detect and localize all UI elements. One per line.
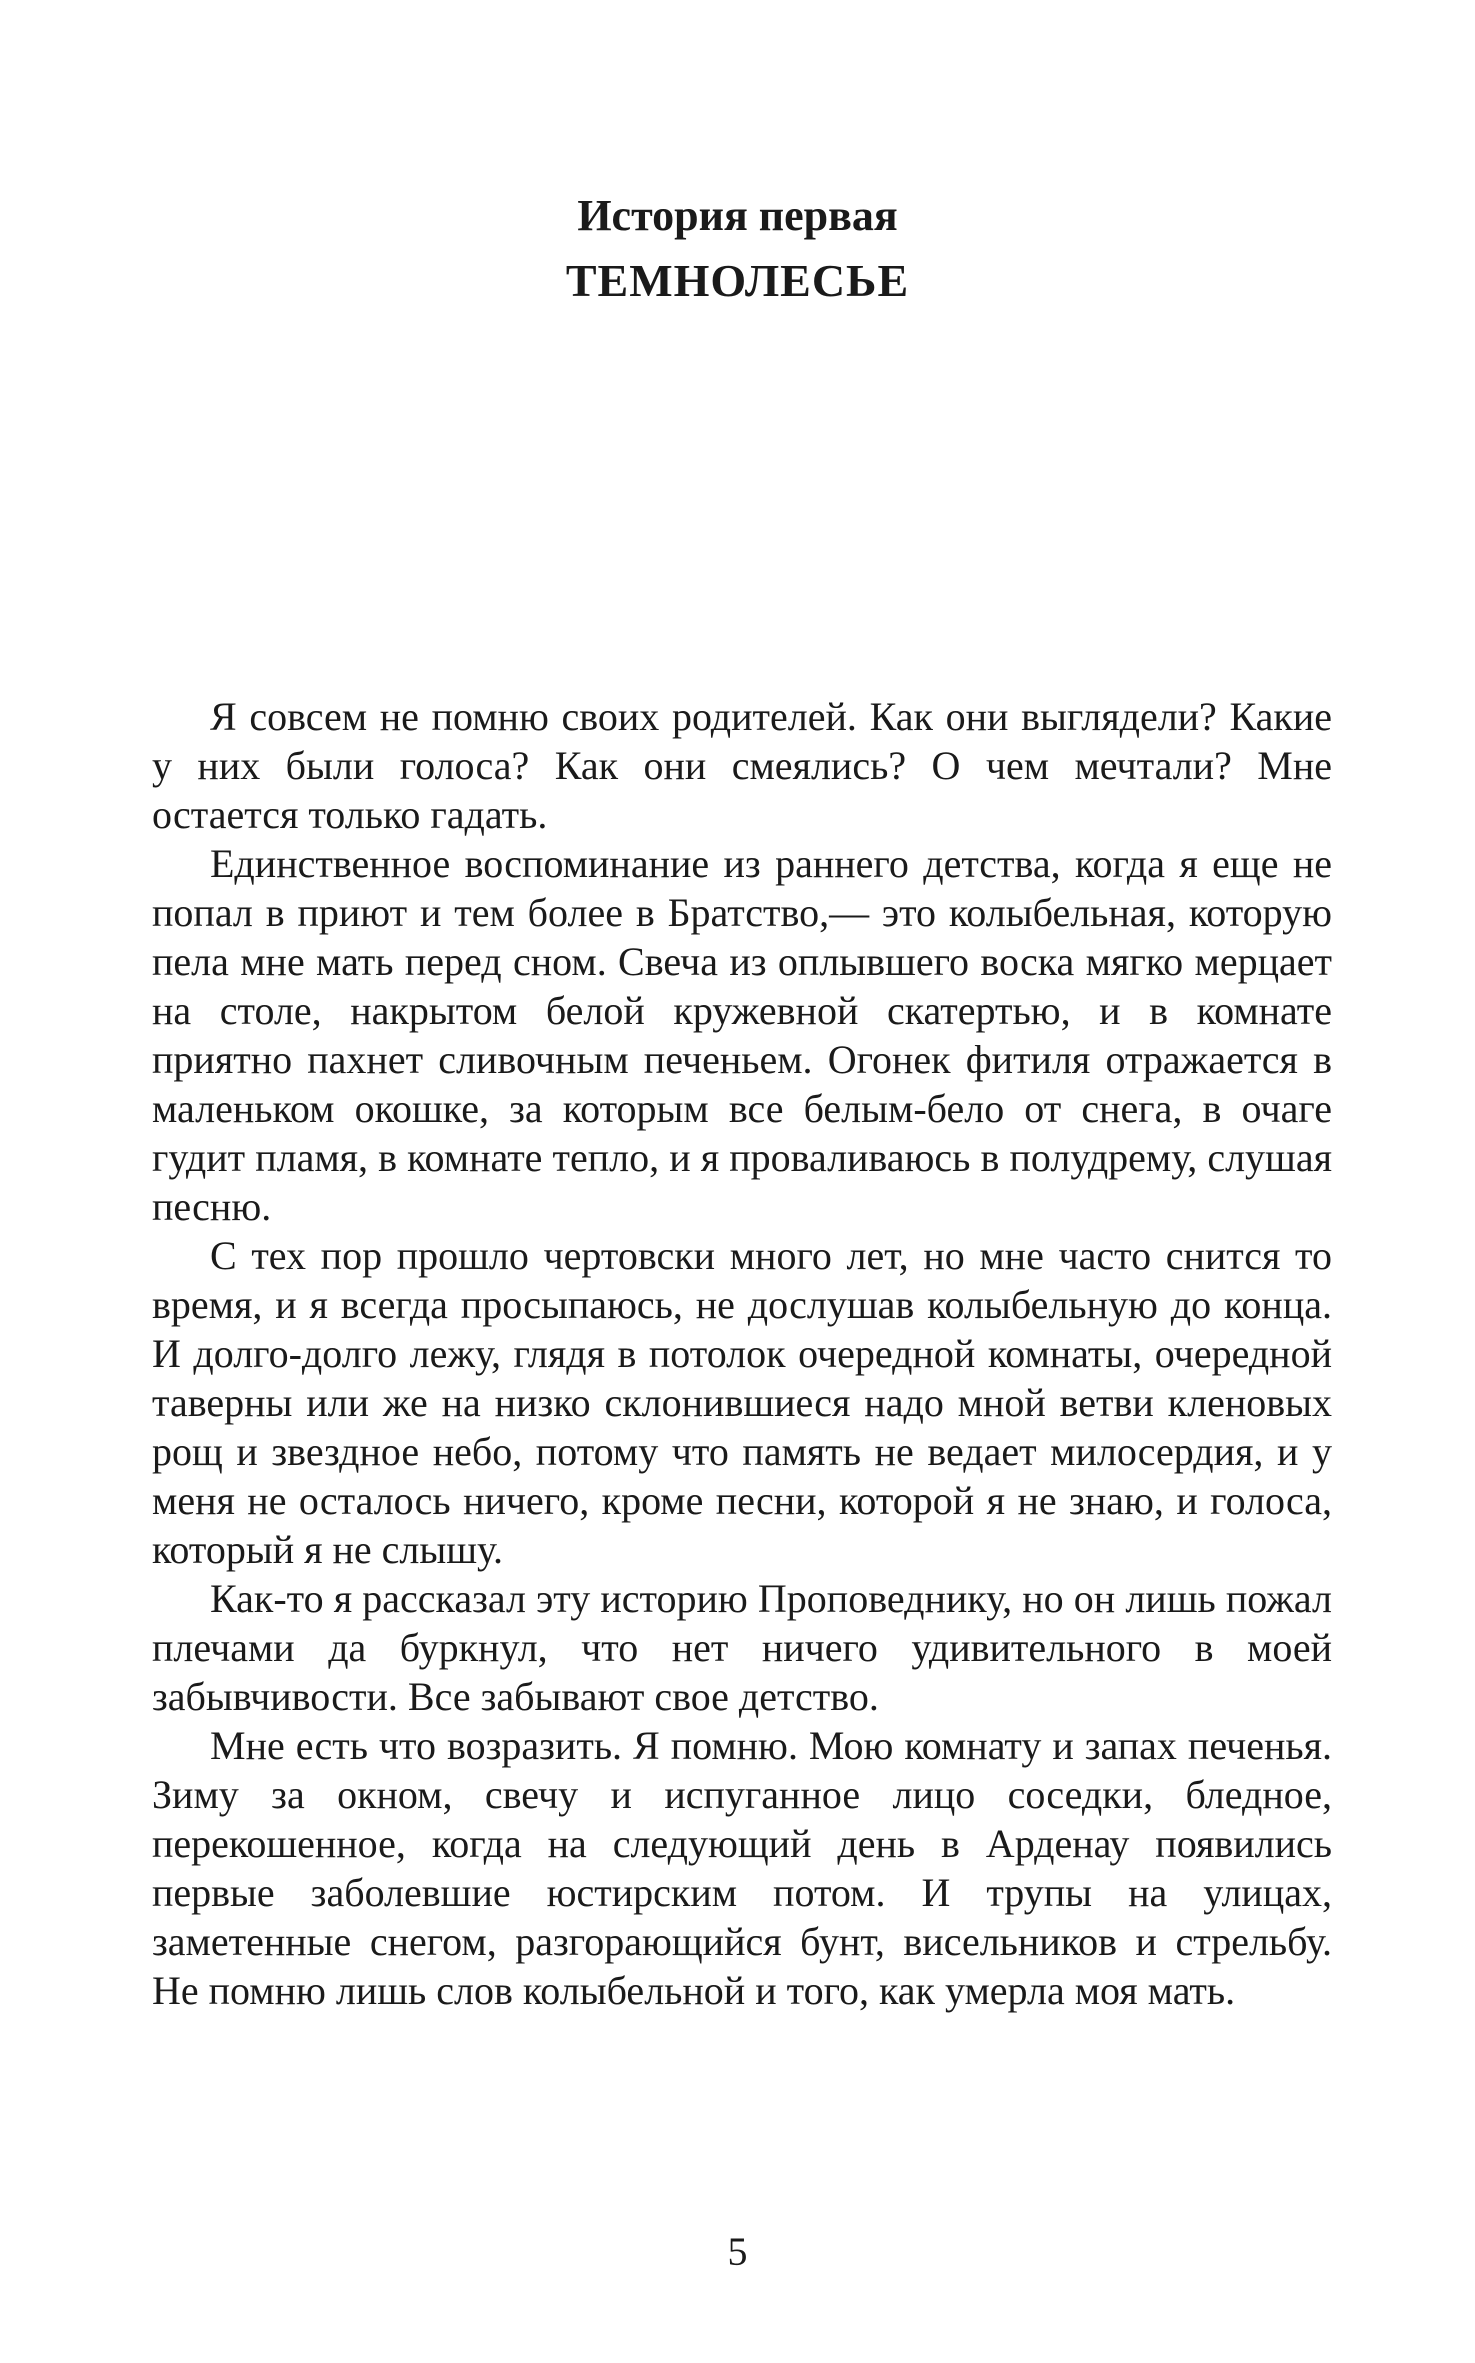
chapter-body [152, 692, 1332, 2015]
paragraph: С тех пор прошло чертовски много лет, но мне часто снится то время, и я всегда просыпаюсь, не дослушав колыбельную до конца. И долго-долго лежу, глядя в потолок очередной комнаты, очередной таверны или же на низко склонившиеся надо мной ветви кленовых рощ и звездное небо, потому что память не ведает милосердия, и у меня не осталось ничего, кроме песни, которой я не знаю, и голоса, который я не слышу. [152, 1233, 1332, 1572]
paragraph: Как-то я рассказал эту историю Проповеднику, но он лишь пожал плечами да буркнул, что нет ничего удивительного в моей забывчивости. Все забывают свое детство. [152, 1576, 1332, 1719]
paragraph: Мне есть что возразить. Я помню. Мою комнату и запах печенья. Зиму за окном, свечу и испуганное лицо соседки, бледное, перекошенное, когда на следующий день в Арденау появились первые заболевшие юстирским потом. И трупы на улицах, заметенные снегом, разгорающийся бунт, висельников и стрельбу. Не помню лишь слов колыбельной и того, как умерла моя мать. [152, 1723, 1332, 2013]
chapter-kicker: История первая [577, 191, 898, 240]
page-number: 5 [727, 2229, 748, 2274]
paragraph: Я совсем не помню своих родителей. Как они выглядели? Какие у них были голоса? Как они смеялись? О чем мечтали? Мне остается только гадать. [152, 694, 1332, 837]
paragraph: Единственное воспоминание из раннего детства, когда я еще не попал в приют и тем более в Братство,— это колыбельная, которую пела мне мать перед сном. Свеча из оплывшего воска мягко мерцает на столе, накрытом белой кружевной скатертью, и в комнате приятно пахнет сливочным печеньем. Огонек фитиля отражается в маленьком окошке, за которым все белым-бело от снега, в очаге гудит пламя, в комнате тепло, и я проваливаюсь в полудрему, слушая песню. [152, 841, 1332, 1229]
chapter-title: ТЕМНОЛЕСЬЕ [565, 255, 910, 306]
